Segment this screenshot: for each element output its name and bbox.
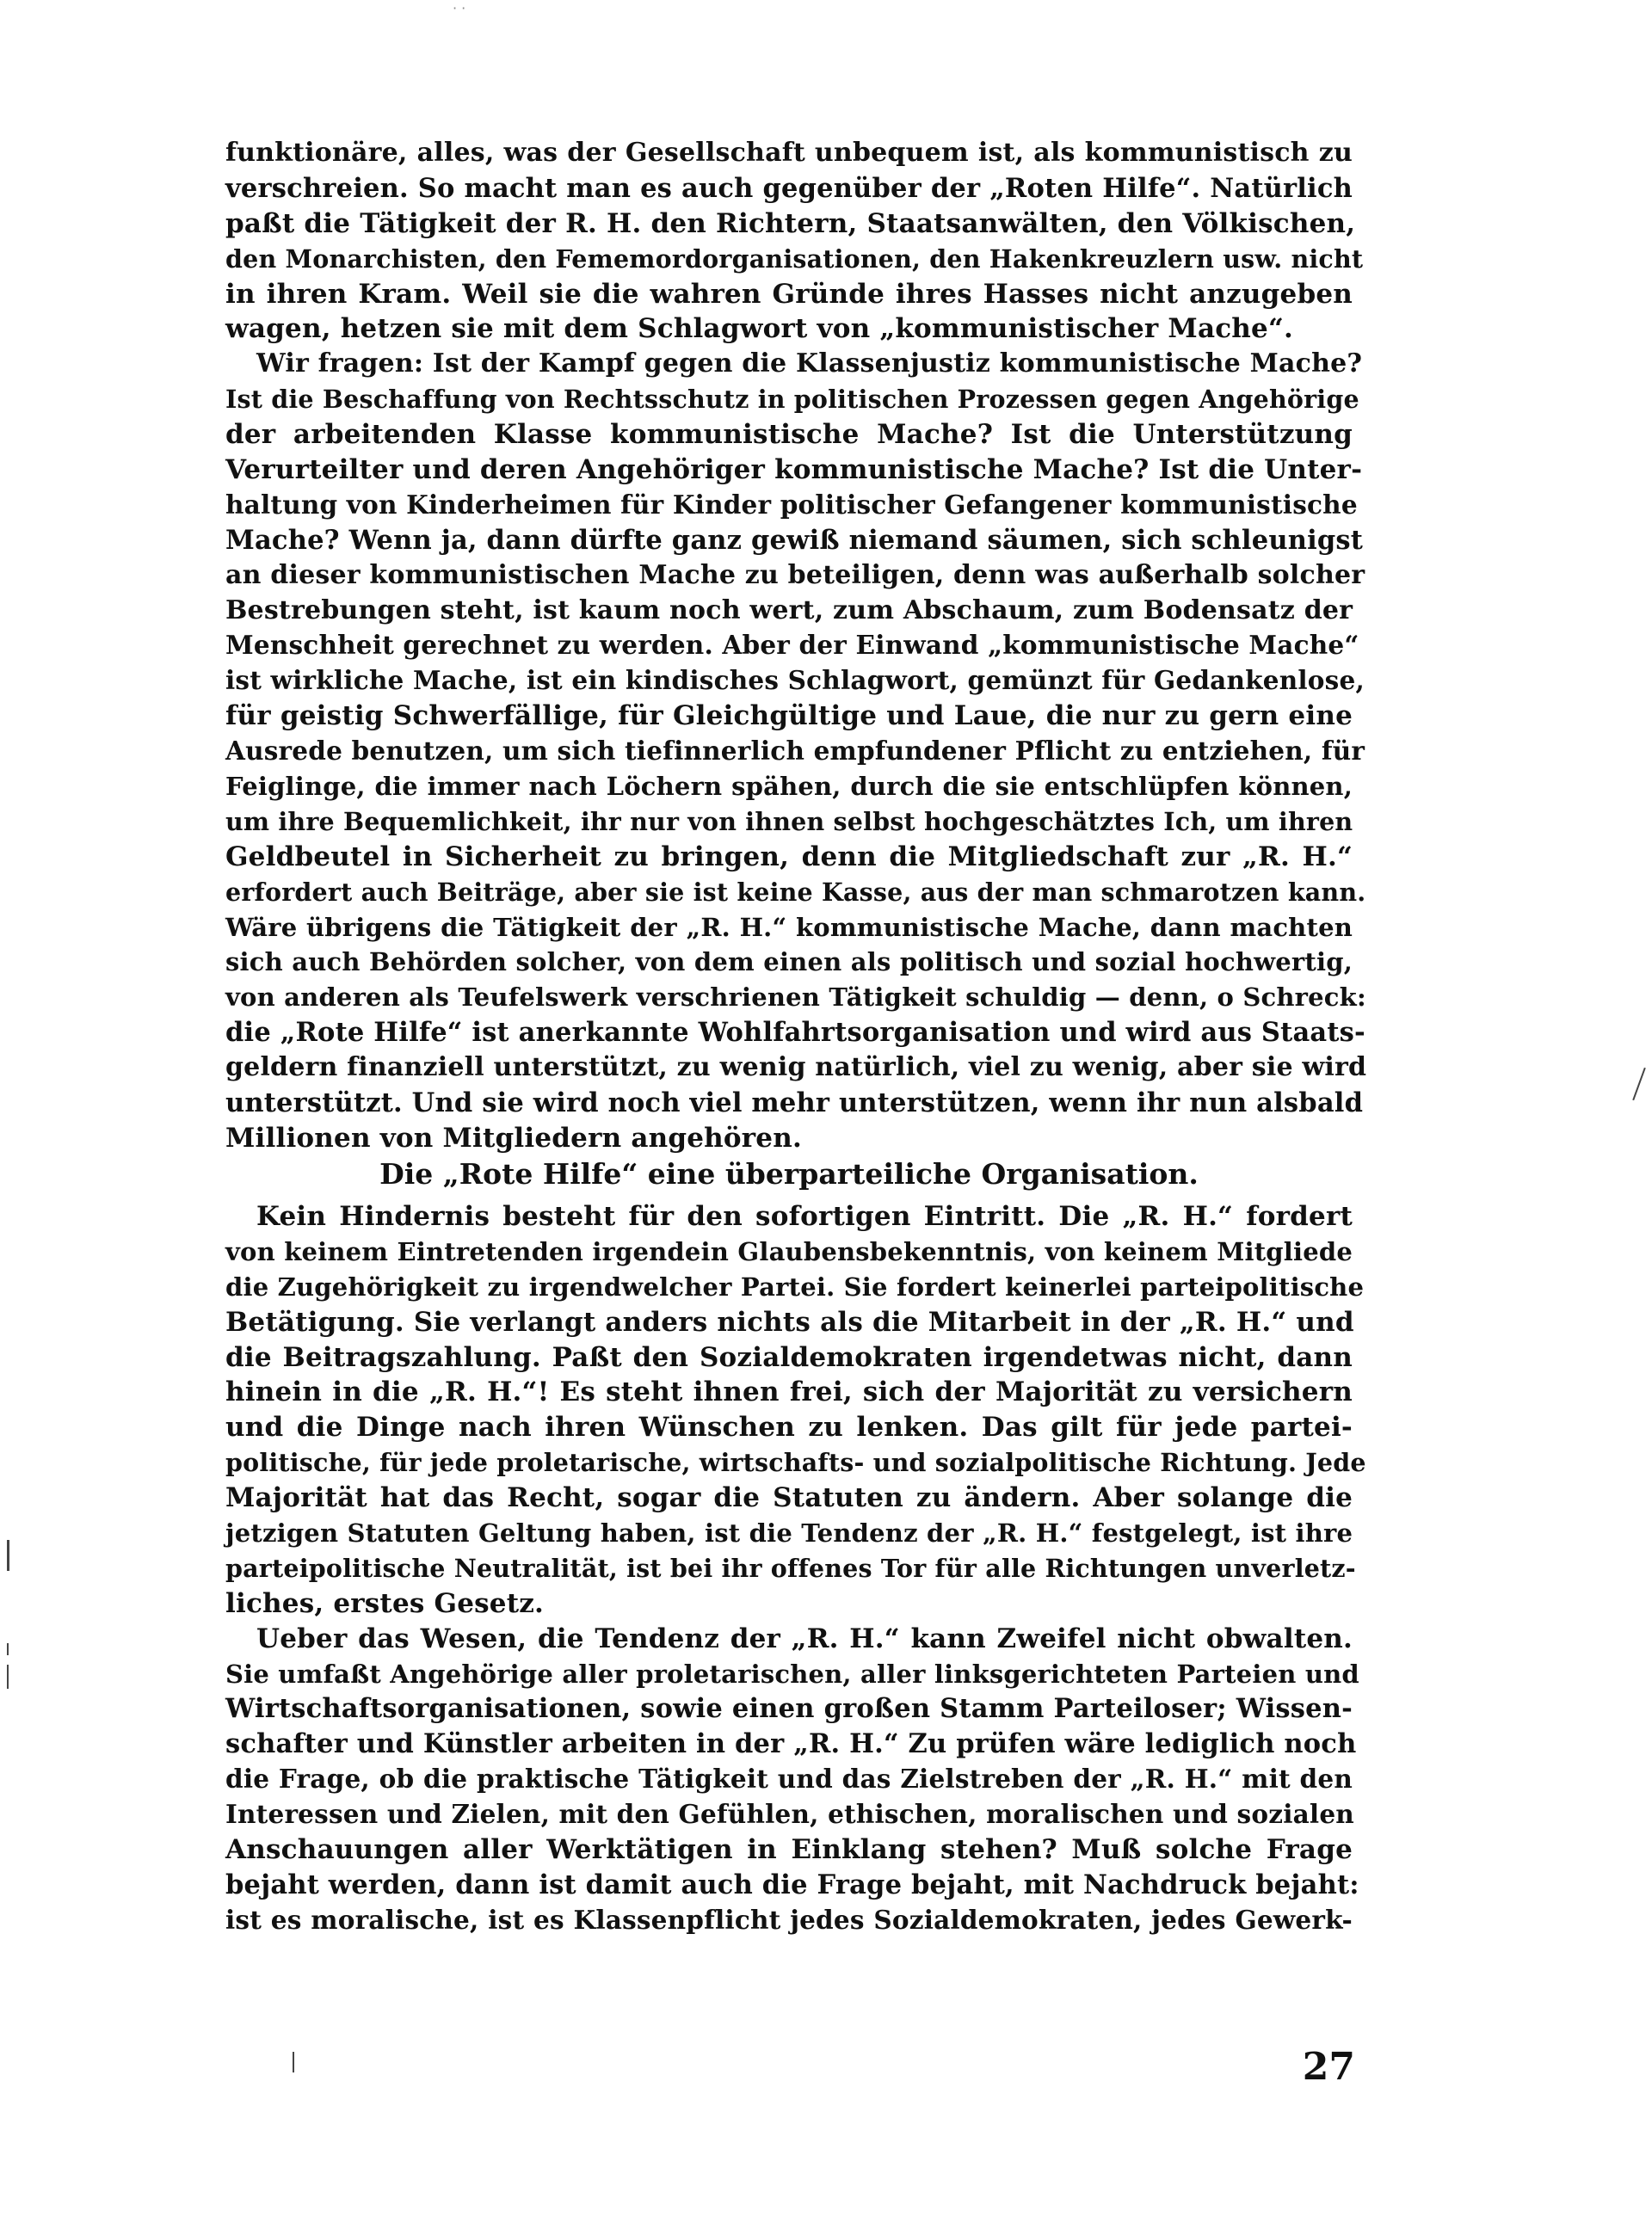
margin-mark — [293, 2052, 294, 2072]
text-line: Wäre übrigens die Tätigkeit der „R. H.“ kommunistische Mache, dann machten — [225, 912, 1353, 942]
margin-mark — [7, 1540, 9, 1571]
text-line: Interessen und Zielen, mit den Gefühlen, ethischen, moralischen und sozialen — [225, 1799, 1354, 1830]
text-line: Betätigung. Sie verlangt anders nichts als die Mitarbeit in der „R. H.“ und — [225, 1306, 1354, 1338]
text-line: Majorität hat das Recht, sogar die Statuten zu ändern. Aber solange die — [225, 1482, 1353, 1514]
text-line: um ihre Bequemlichkeit, ihr nur von ihnen selbst hochgeschätztes Ich, um ihren — [225, 806, 1353, 836]
text-line: Feiglinge, die immer nach Löchern spähen, durch die sie entschlüpfen können, — [225, 772, 1353, 802]
text-line: Bestrebungen steht, ist kaum noch wert, zum Abschaum, zum Bodensatz der — [225, 594, 1353, 625]
text-line: Kein Hindernis besteht für den sofortigen Eintritt. Die „R. H.“ fordert — [256, 1201, 1353, 1232]
text-line: die Frage, ob die praktische Tätigkeit und das Zielstreben der „R. H.“ mit den — [225, 1764, 1353, 1795]
text-line: die Zugehörigkeit zu irgendwelcher Partei. Sie fordert keinerlei parteipolitische — [225, 1272, 1365, 1302]
text-line: sich auch Behörden solcher, von dem einen als politisch und sozial hochwertig, — [225, 947, 1353, 977]
page-number: 27 — [1302, 2045, 1355, 2089]
text-line: jetzigen Statuten Geltung haben, ist die Tendenz der „R. H.“ festgelegt, ist ihre — [225, 1518, 1353, 1549]
text-line: erfordert auch Beiträge, aber sie ist keine Kasse, aus der man schmarotzen kann. — [225, 877, 1366, 907]
text-line: Millionen von Mitgliedern angehören. — [225, 1122, 802, 1154]
text-line: hinein in die „R. H.“! Es steht ihnen frei, sich der Majorität zu versichern — [225, 1376, 1353, 1408]
text-line: Ausrede benutzen, um sich tiefinnerlich empfundener Pflicht zu entziehen, für — [225, 736, 1365, 767]
text-line: schafter und Künstler arbeiten in der „R. H.“ Zu prüfen wäre lediglich noch — [225, 1728, 1357, 1760]
text-line: verschreien. So macht man es auch gegenüber der „Roten Hilfe“. Natürlich — [225, 172, 1353, 204]
text-line: ist wirkliche Mache, ist ein kindisches Schlagwort, gemünzt für Gedankenlose, — [225, 665, 1365, 696]
text-line: liches, erstes Gesetz. — [225, 1587, 545, 1619]
text-line: unterstützt. Und sie wird noch viel mehr unterstützen, wenn ihr nun alsbald — [225, 1087, 1364, 1119]
paragraph-block-1 — [225, 136, 1367, 1156]
text-line: den Monarchisten, den Fememordorganisationen, den Hakenkreuzlern usw. nicht — [225, 243, 1364, 274]
text-line: in ihren Kram. Weil sie die wahren Gründe ihres Hasses nicht anzugeben — [225, 278, 1353, 310]
text-line: und die Dinge nach ihren Wünschen zu lenken. Das gilt für jede partei- — [225, 1412, 1353, 1444]
text-line: die Beitragszahlung. Paßt den Sozialdemokraten irgendetwas nicht, dann — [225, 1341, 1353, 1373]
text-line: für geistig Schwerfällige, für Gleichgültige und Laue, die nur zu gern eine — [225, 700, 1353, 732]
text-line: geldern finanziell unterstützt, zu wenig natürlich, viel zu wenig, aber sie wird — [225, 1052, 1367, 1083]
scan-artifact-icon: · · — [453, 0, 466, 16]
section-heading: Die „Rote Hilfe“ eine überparteiliche Organisation. — [379, 1157, 1199, 1191]
text-line: von anderen als Teufelswerk verschrienen Tätigkeit schuldig — denn, o Schreck: — [225, 982, 1366, 1013]
text-line: Ueber das Wesen, die Tendenz der „R. H.“ kann Zweifel nicht obwalten. — [256, 1623, 1353, 1654]
text-line: Wirtschaftsorganisationen, sowie einen großen Stamm Parteiloser; Wissen- — [225, 1693, 1353, 1725]
text-line: die „Rote Hilfe“ ist anerkannte Wohlfahrtsorganisation und wird aus Staats- — [225, 1017, 1365, 1049]
paragraph-block-2 — [225, 1199, 1366, 1938]
text-line: haltung von Kinderheimen für Kinder politischer Gefangener kommunistische — [225, 489, 1358, 520]
text-line: Mache? Wenn ja, dann dürfte ganz gewiß niemand säumen, sich schleunigst — [225, 524, 1364, 556]
text-line: Ist die Beschaffung von Rechtsschutz in politischen Prozessen gegen Angehörige — [225, 385, 1359, 415]
text-line: Menschheit gerechnet zu werden. Aber der Einwand „kommunistische Mache“ — [225, 630, 1359, 661]
text-line: ist es moralische, ist es Klassenpflicht jedes Sozialdemokraten, jedes Gewerk- — [225, 1904, 1353, 1935]
text-line: Geldbeutel in Sicherheit zu bringen, denn die Mitgliedschaft zur „R. H.“ — [225, 841, 1353, 872]
text-line: Verurteilter und deren Angehöriger kommunistische Mache? Ist die Unter- — [225, 454, 1363, 486]
text-line: wagen, hetzen sie mit dem Schlagwort von „kommunistischer Mache“. — [225, 313, 1293, 345]
text-line: Anschauungen aller Werktätigen in Einklang stehen? Muß solche Frage — [225, 1834, 1353, 1866]
margin-mark — [7, 1643, 9, 1655]
text-line: parteipolitische Neutralität, ist bei ihr offenes Tor für alle Richtungen unverletz- — [225, 1553, 1356, 1583]
text-line: Sie umfaßt Angehörige aller proletarischen, aller linksgerichteten Parteien und — [225, 1659, 1359, 1689]
text-line: der arbeitenden Klasse kommunistische Mache? Ist die Unterstützung — [225, 419, 1353, 451]
margin-mark — [1632, 1068, 1646, 1100]
text-line: Wir fragen: Ist der Kampf gegen die Klassenjustiz kommunistische Mache? — [256, 348, 1363, 379]
text-line: paßt die Tätigkeit der R. H. den Richtern, Staatsanwälten, den Völkischen, — [225, 207, 1356, 239]
margin-mark — [7, 1665, 9, 1689]
text-line: bejaht werden, dann ist damit auch die Frage bejaht, mit Nachdruck bejaht: — [225, 1869, 1359, 1900]
text-line: von keinem Eintretenden irgendein Glaubensbekenntnis, von keinem Mitgliede — [225, 1236, 1353, 1266]
text-line: funktionäre, alles, was der Gesellschaft unbequem ist, als kommunistisch zu — [225, 138, 1353, 168]
text-line: an dieser kommunistischen Mache zu beteiligen, denn was außerhalb solcher — [225, 559, 1365, 590]
text-line: politische, für jede proletarische, wirtschafts- und sozialpolitische Richtung. Jede — [225, 1448, 1366, 1478]
